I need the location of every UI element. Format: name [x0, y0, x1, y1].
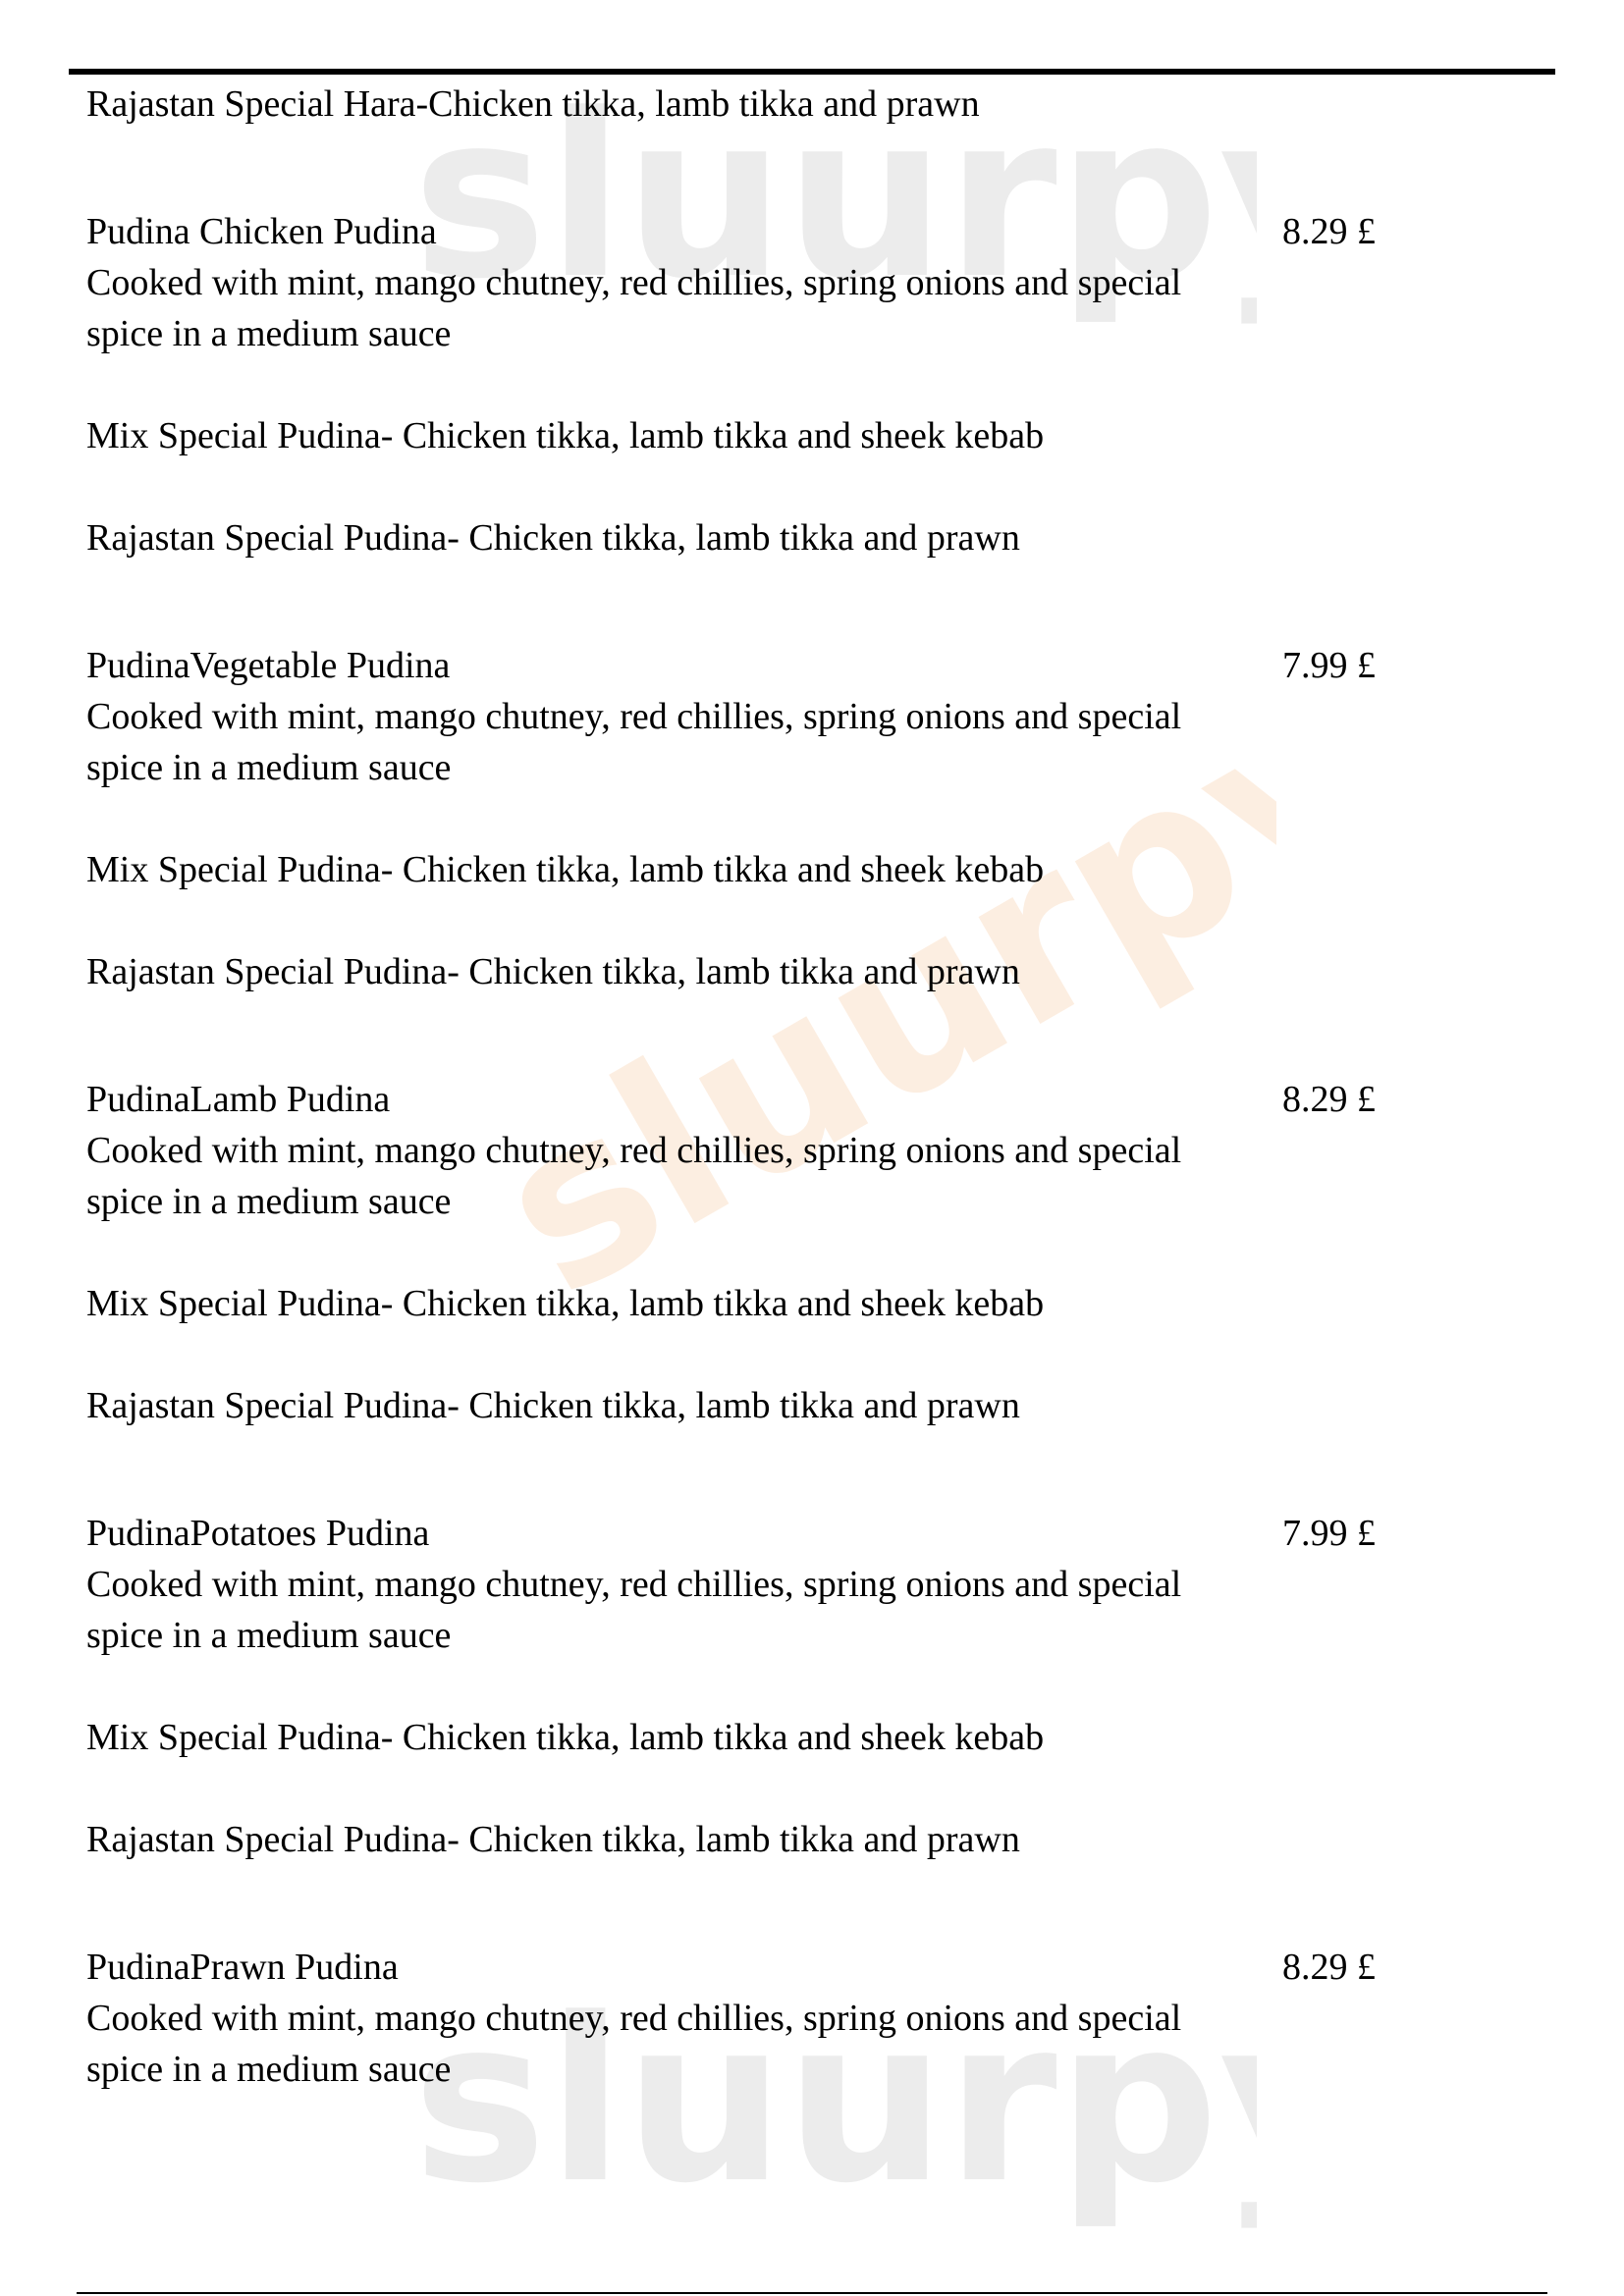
item-rajastan-special: Rajastan Special Pudina- Chicken tikka, lamb tikka and prawn	[86, 951, 1020, 992]
item-price: 7.99 £	[1282, 1513, 1376, 1554]
menu-item	[86, 1508, 1481, 1865]
menu-item	[86, 206, 1481, 563]
svg-text:sluurpy: sluurpy	[458, 746, 1276, 1335]
item-rajastan-special: Rajastan Special Pudina- Chicken tikka, lamb tikka and prawn	[86, 1385, 1020, 1426]
item-mix-special: Mix Special Pudina- Chicken tikka, lamb tikka and sheek kebab	[86, 849, 1045, 890]
item-description: Cooked with mint, mango chutney, red chillies, spring onions and special spice in a medium sauce	[86, 696, 1182, 788]
item-title: PudinaLamb Pudina	[86, 1079, 391, 1120]
item-description: Cooked with mint, mango chutney, red chillies, spring onions and special spice in a medium sauce	[86, 1564, 1182, 1656]
menu-item	[86, 1942, 1481, 2095]
item-title: PudinaPrawn Pudina	[86, 1947, 399, 1988]
item-rajastan-special: Rajastan Special Pudina- Chicken tikka, lamb tikka and prawn	[86, 517, 1020, 559]
menu-content	[86, 79, 1481, 2095]
menu-item	[86, 1074, 1481, 1431]
item-title: PudinaPotatoes Pudina	[86, 1513, 430, 1554]
item-rajastan-special: Rajastan Special Pudina- Chicken tikka, lamb tikka and prawn	[86, 1819, 1020, 1860]
svg-text:sluurpy: sluurp	[412, 1971, 1219, 2233]
top-rule	[69, 69, 1555, 75]
item-mix-special: Mix Special Pudina- Chicken tikka, lamb tikka and sheek kebab	[86, 415, 1045, 456]
item-price: 8.29 £	[1282, 211, 1376, 252]
menu-item	[86, 640, 1481, 997]
item-mix-special: Mix Special Pudina- Chicken tikka, lamb tikka and sheek kebab	[86, 1717, 1045, 1758]
item-price: 8.29 £	[1282, 1947, 1376, 1988]
item-price: 7.99 £	[1282, 645, 1376, 686]
item-description: Cooked with mint, mango chutney, red chillies, spring onions and special spice in a medium sauce	[86, 1998, 1182, 2090]
item-title: PudinaVegetable Pudina	[86, 645, 451, 686]
bottom-rule	[77, 2292, 1547, 2294]
item-description: Cooked with mint, mango chutney, red chillies, spring onions and special spice in a medium sauce	[86, 262, 1182, 354]
svg-text:sluurpy: sluurp	[412, 67, 1219, 329]
item-description: Cooked with mint, mango chutney, red chillies, spring onions and special spice in a medium sauce	[86, 1130, 1182, 1222]
item-title: Pudina Chicken Pudina	[86, 211, 437, 252]
item-mix-special: Mix Special Pudina- Chicken tikka, lamb tikka and sheek kebab	[86, 1283, 1045, 1324]
header-line: Rajastan Special Hara-Chicken tikka, lamb tikka and prawn	[86, 83, 980, 125]
item-price: 8.29 £	[1282, 1079, 1376, 1120]
